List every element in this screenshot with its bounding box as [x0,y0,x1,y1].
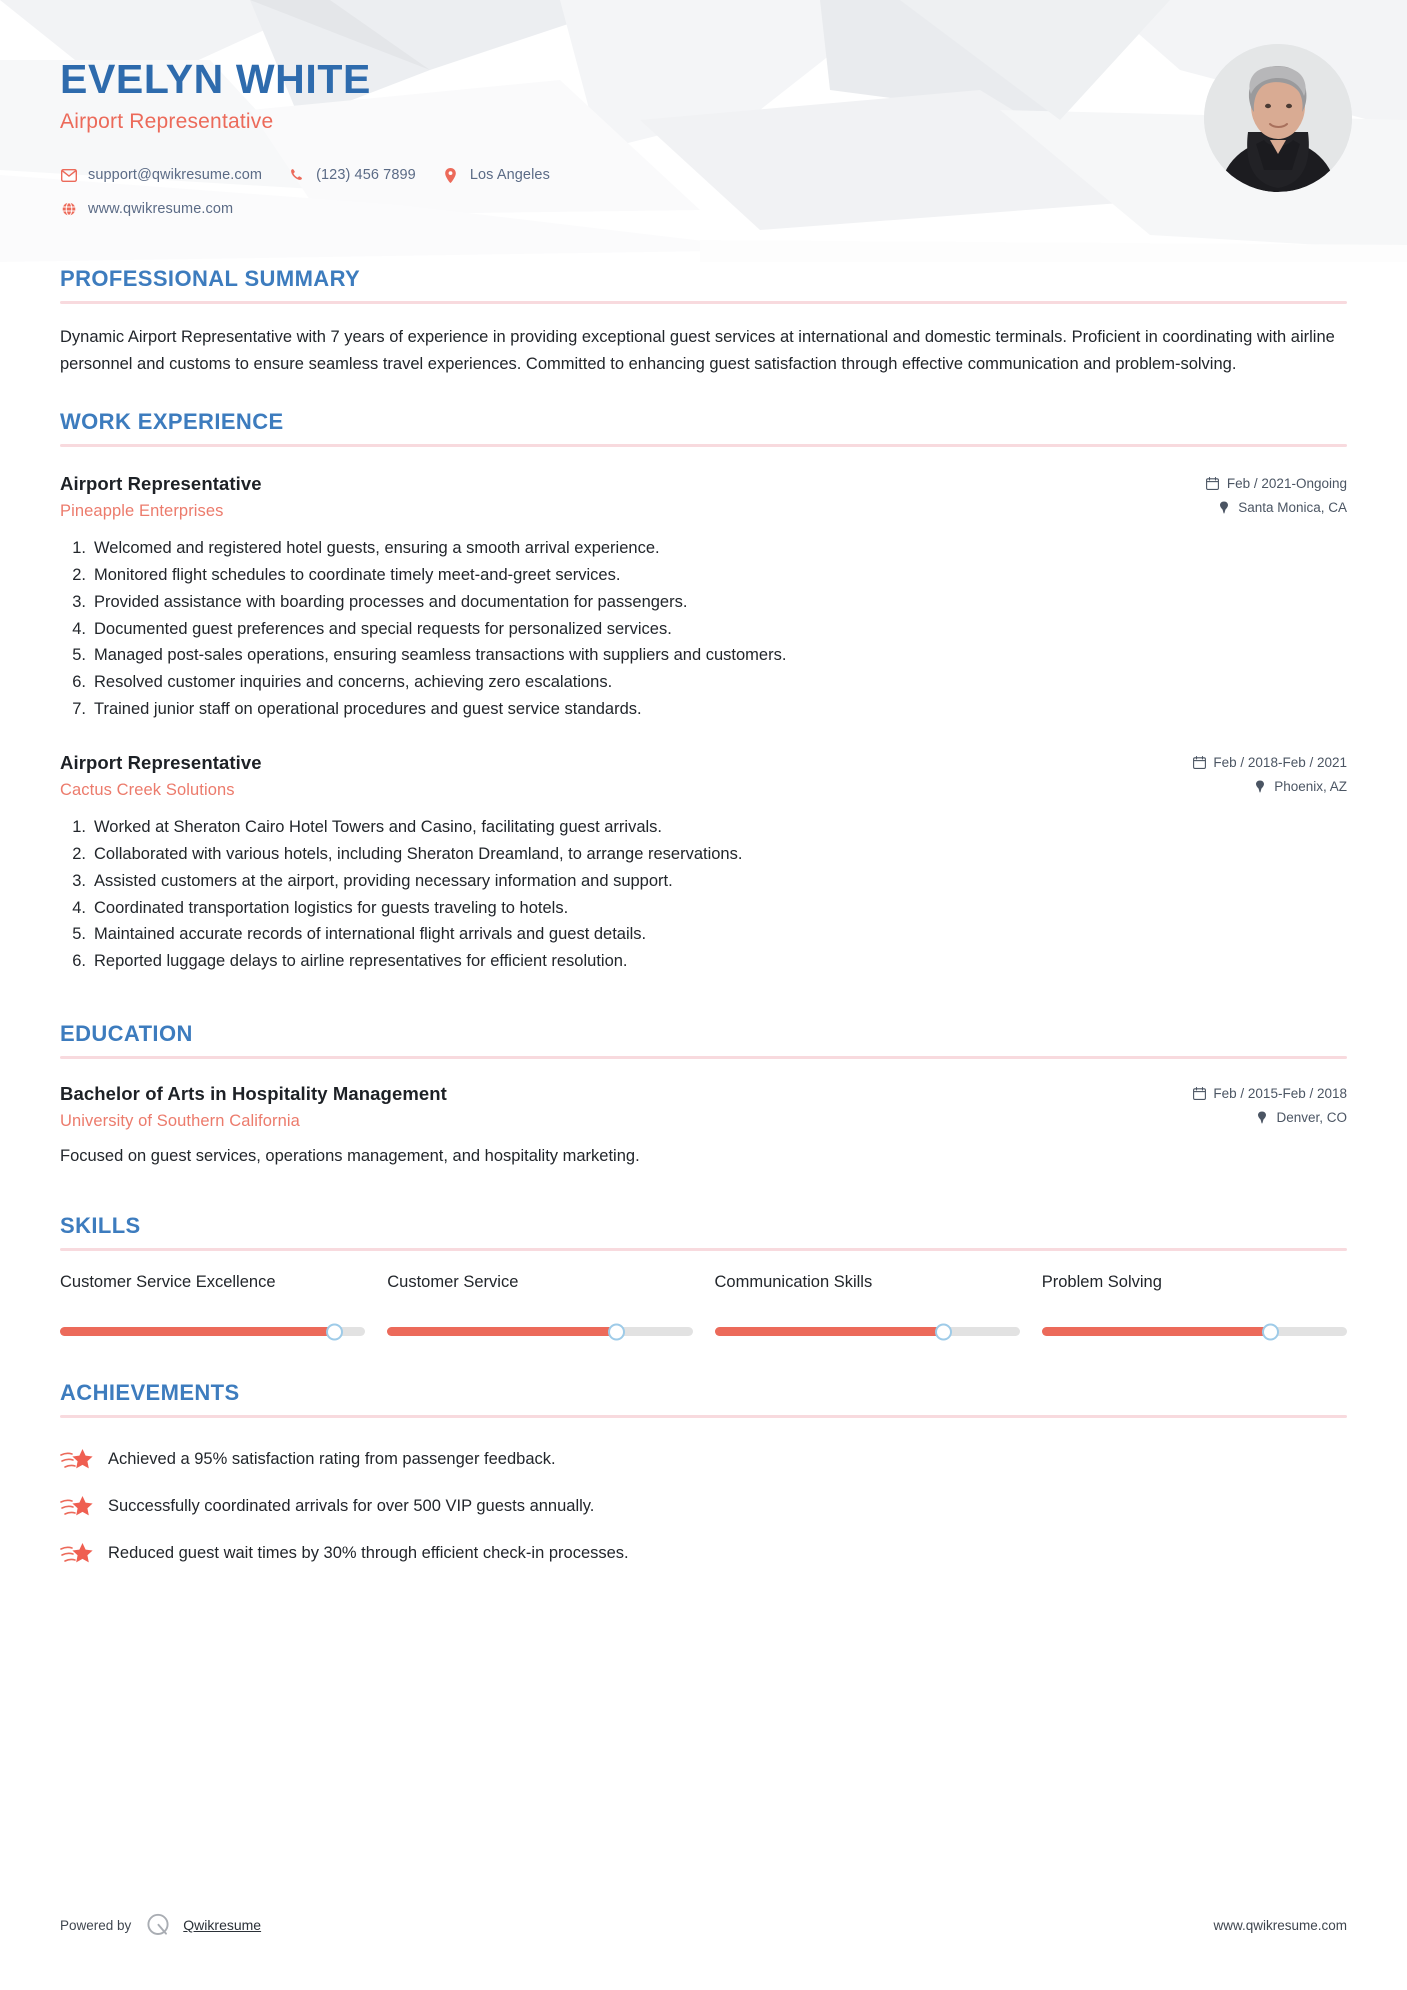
section-professional-summary [60,266,1347,377]
bullet-text: Maintained accurate records of international flight arrivals and guest details. [94,925,647,944]
job-location [1206,500,1347,515]
bullet-item [60,868,1347,895]
bullet-item [60,895,1347,922]
skill-label: Communication Skills [714,1273,873,1292]
contact-row-website [60,192,1347,226]
skill-slider-handle[interactable] [608,1323,625,1340]
bullet-item [60,948,1347,975]
section-divider [60,444,1347,447]
qwikresume-brand-link[interactable]: Qwikresume [183,1917,262,1933]
skill-slider-handle[interactable] [935,1323,952,1340]
work-entry [60,752,1347,974]
bullet-item [60,814,1347,841]
bullet-text: Documented guest preferences and special requests for personalized services. [94,619,672,638]
powered-by-label: Powered by [60,1917,132,1933]
bullet-text: Trained junior staff on operational procedures and guest service standards. [94,699,642,718]
map-marker-icon [1217,501,1231,515]
job-location-text: Phoenix, AZ [1274,779,1347,795]
achievement-item [60,1483,1347,1530]
section-title-education: EDUCATION [60,1020,193,1046]
contact-phone[interactable] [288,167,416,183]
summary-text: Dynamic Airport Representative with 7 years of experience in providing exceptional guest services at international and domestic terminals. Proficient in coordinating with airline personnel and customs to ensure seamless travel experiences. Committed to enhancing guest satisfaction through effective communication and problem-solving. [60,328,1335,373]
job-bullets [60,535,1347,722]
email-icon [60,167,78,183]
contact-details [60,158,1347,226]
bullet-number: 2. [72,566,86,585]
education-date [1192,1086,1347,1101]
shooting-star-icon [60,1493,96,1521]
job-bullets [60,814,1347,974]
bullet-text: Resolved customer inquiries and concerns, achieving zero escalations. [94,673,613,692]
bullet-number: 3. [72,871,86,890]
bullet-item [60,669,1347,696]
bullet-number: 1. [72,539,86,558]
calendar-icon [1206,477,1220,491]
school-name: University of Southern California [60,1111,300,1130]
contact-website-text: www.qwikresume.com [88,201,234,218]
contact-website[interactable] [60,201,233,217]
bullet-number: 4. [72,898,86,917]
resume-footer [0,1912,1407,1938]
footer-website-url[interactable]: www.qwikresume.com [1213,1917,1347,1933]
achievements-list [60,1436,1347,1577]
shooting-star-icon [60,1540,96,1568]
achievement-item [60,1436,1347,1483]
education-location-text: Denver, CO [1276,1109,1347,1125]
work-entry-left [60,473,1206,521]
bullet-number: 5. [72,925,86,944]
achievement-text: Reduced guest wait times by 30% through efficient check-in processes. [108,1544,629,1563]
section-title-summary: PROFESSIONAL SUMMARY [60,266,361,291]
section-achievements [60,1380,1347,1577]
bullet-text: Welcomed and registered hotel guests, ensuring a smooth arrival experience. [94,539,660,558]
bullet-text: Reported luggage delays to airline representatives for efficient resolution. [94,952,628,971]
location-pin-icon [442,167,460,183]
job-location [1192,779,1347,794]
bullet-text: Worked at Sheraton Cairo Hotel Towers and Casino, facilitating guest arrivals. [94,818,663,837]
bullet-number: 6. [72,673,86,692]
achievement-text: Successfully coordinated arrivals for over 500 VIP guests annually. [108,1497,595,1516]
bullet-text: Assisted customers at the airport, providing necessary information and support. [94,871,673,890]
work-entry-meta [1192,752,1347,794]
contact-row-primary [60,158,1347,192]
section-work-experience [60,409,1347,974]
section-divider [60,1415,1347,1418]
skill-slider[interactable] [715,1327,1020,1336]
bullet-number: 6. [72,952,86,971]
company-name: Pineapple Enterprises [60,502,224,521]
skill-label: Customer Service Excellence [60,1273,276,1292]
contact-email[interactable] [60,167,262,183]
bullet-text: Provided assistance with boarding processes and documentation for passengers. [94,592,688,611]
company-name: Cactus Creek Solutions [60,781,235,800]
bullet-item [60,616,1347,643]
bullet-text: Monitored flight schedules to coordinate timely meet-and-greet services. [94,566,621,585]
resume-header [0,0,1407,262]
contact-email-text: support@qwikresume.com [88,167,263,184]
section-title-achievements: ACHIEVEMENTS [60,1380,240,1406]
education-date-text: Feb / 2015-Feb / 2018 [1213,1085,1347,1101]
work-entry [60,473,1347,722]
map-marker-icon [1255,1110,1269,1124]
skill-slider-handle[interactable] [1262,1323,1279,1340]
skill-item [1042,1271,1347,1336]
work-entry-header [60,752,1347,800]
bullet-item [60,696,1347,723]
achievement-text: Achieved a 95% satisfaction rating from passenger feedback. [108,1450,556,1469]
education-note: Focused on guest services, operations management, and hospitality marketing. [60,1146,640,1165]
bullet-number: 3. [72,592,86,611]
job-title: Airport Representative [60,473,262,495]
section-skills [60,1213,1347,1336]
work-entry-header [60,473,1347,521]
skill-slider[interactable] [387,1327,692,1336]
calendar-icon [1192,756,1206,770]
section-divider [60,301,1347,304]
map-marker-icon [1253,780,1267,794]
qwikresume-logo-icon [145,1912,171,1938]
section-title-work: WORK EXPERIENCE [60,409,284,435]
bullet-item [60,841,1347,868]
skill-item [60,1271,365,1336]
skills-grid [60,1271,1347,1336]
bullet-item [60,562,1347,589]
bullet-item [60,589,1347,616]
bullet-item [60,642,1347,669]
bullet-number: 7. [72,699,86,718]
achievement-item [60,1530,1347,1577]
section-divider [60,1056,1347,1059]
bullet-number: 4. [72,619,86,638]
bullet-item [60,921,1347,948]
shooting-star-icon [60,1446,96,1474]
skill-item [387,1271,692,1336]
candidate-name: EVELYN WHITE [60,56,371,102]
skill-item [715,1271,1020,1336]
globe-icon [60,201,78,217]
contact-location [442,167,550,183]
contact-location-text: Los Angeles [469,167,550,184]
skill-slider-fill [60,1327,335,1336]
bullet-text: Collaborated with various hotels, including Sheraton Dreamland, to arrange reservations. [94,845,743,864]
skill-slider[interactable] [60,1327,365,1336]
skill-slider-fill [1042,1327,1271,1336]
powered-by [60,1912,261,1938]
work-entry-meta [1206,473,1347,515]
phone-icon [288,167,306,183]
resume-body [0,266,1407,1577]
candidate-role: Airport Representative [60,110,274,134]
education-entry [60,1083,1347,1169]
bullet-text: Coordinated transportation logistics for guests traveling to hotels. [94,898,569,917]
job-date-text: Feb / 2018-Feb / 2021 [1213,755,1347,771]
calendar-icon [1192,1086,1206,1100]
education-entry-meta [1192,1083,1347,1125]
section-divider [60,1248,1347,1251]
skill-slider-handle[interactable] [326,1323,343,1340]
work-entry-left [60,752,1192,800]
job-date [1192,755,1347,770]
section-education [60,1021,1347,1169]
section-title-skills: SKILLS [60,1213,141,1239]
education-entry-left [60,1083,1192,1131]
job-location-text: Santa Monica, CA [1238,500,1347,516]
education-entry-header [60,1083,1347,1131]
bullet-number: 1. [72,818,86,837]
job-title: Airport Representative [60,752,262,774]
bullet-item [60,535,1347,562]
skill-label: Problem Solving [1041,1273,1162,1292]
bullet-number: 2. [72,845,86,864]
skill-slider[interactable] [1042,1327,1347,1336]
job-date [1206,476,1347,491]
degree-title: Bachelor of Arts in Hospitality Management [60,1082,447,1104]
bullet-text: Managed post-sales operations, ensuring seamless transactions with suppliers and customers. [94,646,787,665]
skill-slider-fill [387,1327,616,1336]
job-date-text: Feb / 2021-Ongoing [1226,476,1347,492]
education-location [1192,1110,1347,1125]
bullet-number: 5. [72,646,86,665]
skill-label: Customer Service [387,1273,519,1292]
avatar [1204,44,1352,192]
contact-phone-text: (123) 456 7899 [316,167,416,184]
skill-slider-fill [715,1327,944,1336]
